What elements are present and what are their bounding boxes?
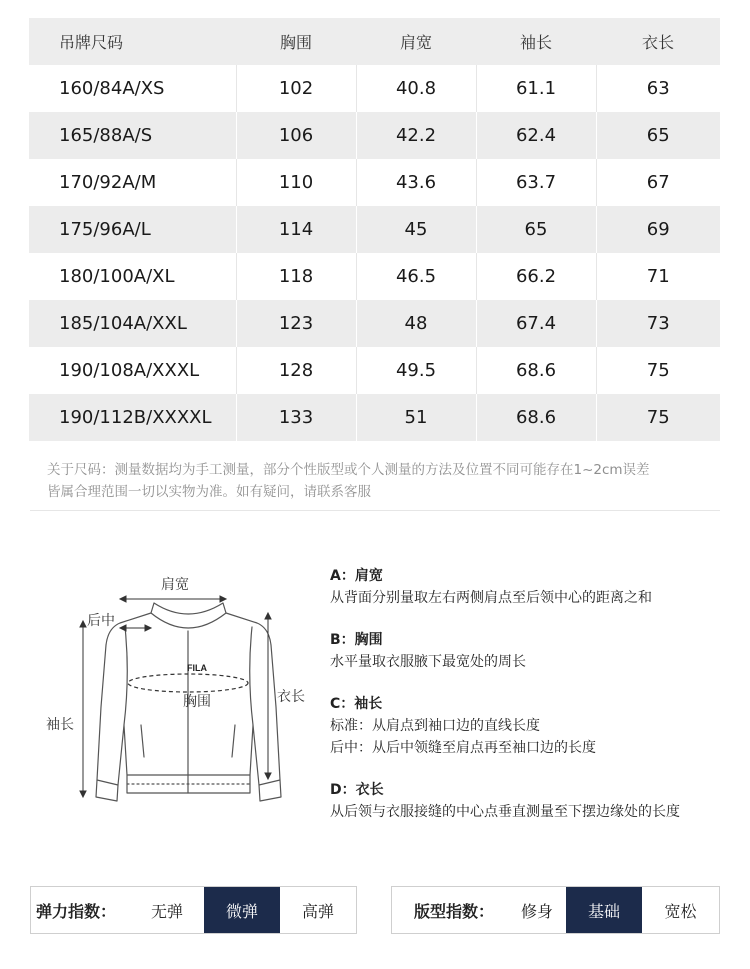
cell-shoulder: 43.6	[356, 159, 476, 206]
cell-chest: 123	[236, 300, 356, 347]
chest-label: 胸围	[183, 694, 211, 710]
cell-tag-size: 170/92A/M	[59, 172, 157, 193]
fit-option[interactable]: 修身	[520, 901, 553, 921]
note-line-2: 皆属合理范围一切以实物为准。如有疑问，请联系客服	[47, 484, 371, 500]
size-table	[29, 18, 720, 441]
cell-chest: 128	[236, 347, 356, 394]
note-line-1: 关于尺码：测量数据均为手工测量，部分个性版型或个人测量的方法及位置不同可能存在1~2cm误差	[47, 462, 650, 478]
definition-text: 从后领与衣服接缝的中心点垂直测量至下摆边缘处的长度	[330, 804, 680, 820]
fit-option[interactable]: 基础	[566, 887, 642, 933]
cell-chest: 110	[236, 159, 356, 206]
elasticity-label: 弹力指数：	[35, 901, 116, 921]
right-pocket	[232, 725, 235, 757]
cell-sleeve: 63.7	[476, 159, 596, 206]
fila-logo: FILA	[187, 663, 207, 673]
cell-sleeve: 68.6	[476, 347, 596, 394]
cell-sleeve: 68.6	[476, 394, 596, 441]
table-row	[29, 300, 720, 347]
cell-chest: 118	[236, 253, 356, 300]
cell-tag-size: 185/104A/XXL	[59, 313, 187, 334]
left-sleeve-seam	[124, 627, 127, 725]
right-cuff	[259, 780, 281, 801]
elasticity-index	[30, 886, 357, 934]
definition-title: C：袖长	[330, 696, 383, 712]
definition-title: D：衣长	[330, 782, 384, 798]
table-row	[29, 394, 720, 441]
table-row	[29, 65, 720, 112]
table-row	[29, 159, 720, 206]
cell-length: 73	[596, 300, 720, 347]
cell-sleeve: 65	[476, 206, 596, 253]
cell-shoulder: 42.2	[356, 112, 476, 159]
cell-tag-size: 190/108A/XXXL	[59, 360, 200, 381]
cell-shoulder: 48	[356, 300, 476, 347]
cell-sleeve: 67.4	[476, 300, 596, 347]
cell-shoulder: 49.5	[356, 347, 476, 394]
cell-shoulder: 45	[356, 206, 476, 253]
elasticity-option[interactable]: 高弹	[301, 901, 334, 921]
header-chest: 胸围	[279, 33, 312, 52]
definition-item	[330, 779, 730, 823]
cell-length: 75	[596, 347, 720, 394]
header-length: 衣长	[641, 33, 674, 52]
header-sleeve: 袖长	[519, 33, 552, 52]
table-row	[29, 112, 720, 159]
cell-length: 75	[596, 394, 720, 441]
elasticity-option[interactable]: 无弹	[150, 901, 183, 921]
cell-chest: 106	[236, 112, 356, 159]
header-tag-size: 吊牌尺码	[59, 33, 124, 52]
cell-tag-size: 175/96A/L	[59, 219, 151, 240]
elasticity-option[interactable]: 微弹	[204, 887, 280, 933]
definition-text: 后中：从后中领缝至肩点再至袖口边的长度	[330, 740, 596, 756]
definition-text: 水平量取衣服腋下最宽处的周长	[330, 654, 526, 670]
fit-index	[391, 886, 720, 934]
cell-length: 65	[596, 112, 720, 159]
jacket-collar	[151, 603, 226, 628]
table-row	[29, 347, 720, 394]
jacket-diagram	[40, 565, 320, 815]
definition-text: 从背面分别量取左右两侧肩点至后领中心的距离之和	[330, 590, 652, 606]
cell-chest: 133	[236, 394, 356, 441]
back-center-label: 后中	[87, 613, 115, 629]
section-divider	[30, 510, 720, 511]
left-pocket	[141, 725, 144, 757]
cell-chest: 102	[236, 65, 356, 112]
cell-sleeve: 62.4	[476, 112, 596, 159]
cell-chest: 114	[236, 206, 356, 253]
length-label: 衣长	[277, 689, 305, 705]
left-cuff	[96, 780, 118, 801]
sleeve-label: 袖长	[46, 717, 74, 733]
right-sleeve-seam	[250, 627, 253, 725]
cell-sleeve: 66.2	[476, 253, 596, 300]
fit-option[interactable]: 宽松	[664, 901, 697, 921]
cell-shoulder: 51	[356, 394, 476, 441]
cell-tag-size: 190/112B/XXXXL	[59, 407, 212, 428]
cell-length: 67	[596, 159, 720, 206]
definition-item	[330, 629, 730, 673]
table-row	[29, 253, 720, 300]
definition-title: B：胸围	[330, 632, 383, 648]
definition-item	[330, 565, 730, 609]
definition-item	[330, 693, 730, 759]
measurement-note	[47, 459, 727, 503]
cell-length: 71	[596, 253, 720, 300]
definition-text: 标准：从肩点到袖口边的直线长度	[330, 718, 540, 734]
cell-length: 69	[596, 206, 720, 253]
table-row	[29, 206, 720, 253]
cell-tag-size: 180/100A/XL	[59, 266, 175, 287]
fit-label: 版型指数：	[413, 901, 494, 921]
cell-shoulder: 46.5	[356, 253, 476, 300]
header-shoulder: 肩宽	[399, 33, 432, 52]
measurement-definitions	[330, 565, 730, 843]
cell-tag-size: 165/88A/S	[59, 125, 153, 146]
definition-title: A：肩宽	[330, 568, 383, 584]
shoulder-label: 肩宽	[161, 577, 189, 593]
cell-shoulder: 40.8	[356, 65, 476, 112]
size-table-header	[29, 18, 720, 65]
cell-tag-size: 160/84A/XS	[59, 78, 165, 99]
cell-length: 63	[596, 65, 720, 112]
cell-sleeve: 61.1	[476, 65, 596, 112]
